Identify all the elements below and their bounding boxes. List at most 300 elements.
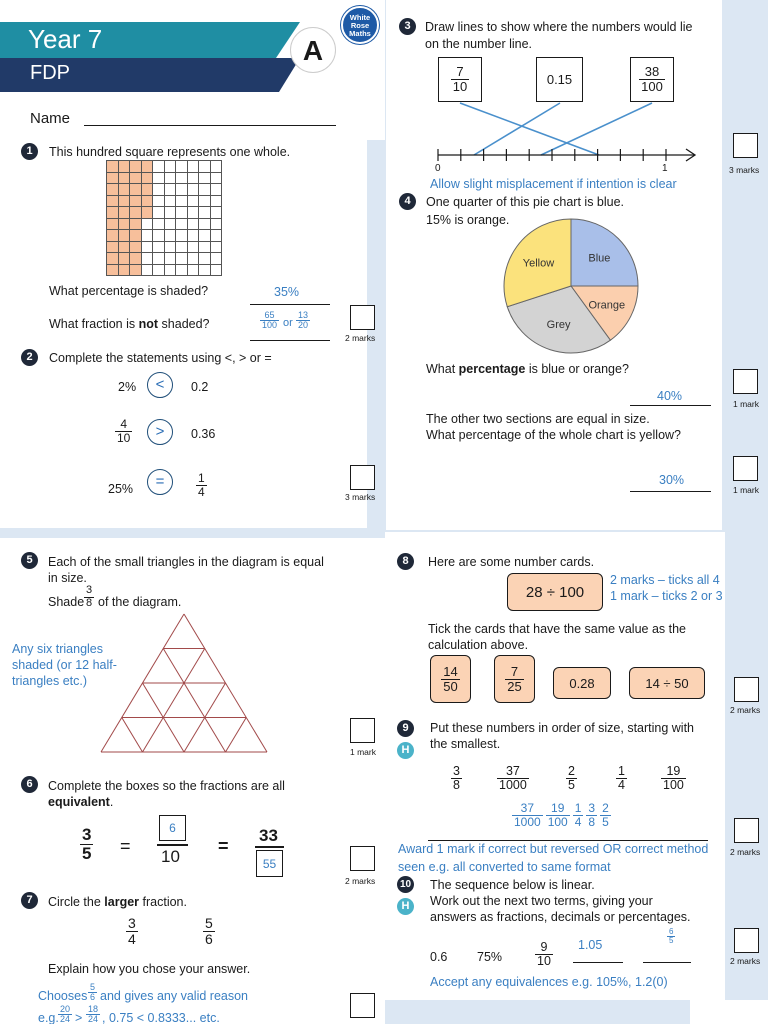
q3-card-3-frac — [639, 65, 665, 93]
q5-note-line1: Any six triangles — [12, 642, 104, 656]
hundred-square-cell — [153, 196, 165, 208]
q3-number: 3 — [399, 18, 416, 35]
q6-answer-box-denominator[interactable] — [256, 850, 283, 877]
q1-text: This hundred square represents one whole. — [49, 145, 291, 159]
q5-shade-post: of the diagram. — [98, 595, 182, 609]
hundred-square-cell — [153, 230, 165, 242]
q9-item-4-den: 4 — [618, 778, 625, 793]
q9-item-3 — [566, 765, 577, 792]
hundred-square-cell — [130, 161, 142, 173]
q7-answer-line1-frac — [88, 983, 97, 1003]
q8-number: 8 — [397, 553, 414, 570]
hundred-square-cell — [130, 253, 142, 265]
q10-term-3-den: 10 — [537, 954, 551, 969]
q3-answer-line-3 — [541, 103, 652, 155]
hundred-square-cell — [142, 219, 154, 231]
q1-fraction-question — [49, 317, 210, 331]
hundred-square-cell — [176, 161, 188, 173]
q2-row1-symbol[interactable]: < — [147, 372, 173, 398]
q1-fraction-question-pre: What fraction is — [49, 317, 139, 331]
hundred-square-cell — [176, 219, 188, 231]
hundred-square-cell — [107, 184, 119, 196]
hundred-square-cell — [119, 253, 131, 265]
hundred-square-cell — [142, 196, 154, 208]
hundred-square-cell — [188, 253, 200, 265]
q2-marks-label: 3 marks — [345, 492, 376, 502]
hundred-square-cell — [188, 265, 200, 277]
q7-mark-box[interactable] — [350, 993, 375, 1018]
q9-item-1-num: 3 — [453, 764, 460, 778]
hundred-square-cell — [199, 207, 211, 219]
hundred-square-cell — [130, 196, 142, 208]
q10-text-line1: The sequence below is linear. — [430, 878, 595, 892]
hundred-square-cell — [107, 196, 119, 208]
q9-answer-3-num: 1 — [574, 801, 582, 815]
q10-answer-1: 1.05 — [578, 938, 603, 952]
q1-percent-question: What percentage is shaded? — [49, 284, 209, 298]
hundred-square-cell — [107, 161, 119, 173]
topic-title: FDP — [30, 62, 70, 84]
hundred-square-cell — [199, 253, 211, 265]
q10-answer-2-num: 6 — [669, 927, 674, 936]
q9-answer-2 — [546, 802, 570, 828]
q10-answer-1-line[interactable] — [573, 962, 623, 963]
q8-main-card-value: 28 ÷ 100 — [525, 583, 585, 601]
hundred-square-cell — [107, 253, 119, 265]
hundred-square-cell — [188, 207, 200, 219]
q4-answer-2: 30% — [659, 473, 685, 487]
q6-fraction-2-den: 10 — [161, 847, 180, 866]
q6-answer-denominator: 55 — [262, 856, 277, 871]
q9-item-5 — [661, 765, 686, 792]
hundred-square-cell — [188, 196, 200, 208]
q10-term-2: 75% — [477, 950, 503, 964]
q2-row3-left: 25% — [108, 482, 134, 496]
q9-answer-4-num: 3 — [588, 801, 596, 815]
q4-text2-line2: What percentage of the whole chart is yellow? — [426, 428, 681, 442]
q4-answer-1: 40% — [657, 389, 683, 403]
q3-card-1-frac — [451, 65, 469, 93]
hundred-square-cell — [130, 173, 142, 185]
q9-item-5-num: 19 — [666, 764, 681, 778]
hundred-square-cell — [188, 219, 200, 231]
hundred-square-cell — [199, 196, 211, 208]
hundred-square-cell — [107, 219, 119, 231]
q10-text-line2: Work out the next two terms, giving your — [430, 894, 653, 908]
q7-fraction-1-den: 4 — [128, 930, 136, 947]
q1-percent-answer: 35% — [274, 285, 300, 299]
q6-text-line2 — [48, 795, 113, 809]
hundred-square-cell — [176, 173, 188, 185]
q7-answer-line2-frac2-num: 18 — [88, 1004, 99, 1014]
q1-marks-label: 2 marks — [345, 333, 376, 343]
q7-answer-line2-gt: > — [75, 1011, 83, 1024]
hundred-square-cell — [211, 230, 223, 242]
q6-mark-box[interactable] — [350, 846, 375, 871]
hundred-square-cell — [130, 242, 142, 254]
q10-answer-2-line[interactable] — [643, 962, 691, 963]
q7-text-bold: larger — [104, 895, 140, 909]
q9-answer-5 — [600, 802, 611, 828]
q10-term-3-num: 9 — [540, 940, 548, 954]
hundred-square-cell — [153, 173, 165, 185]
hundred-square-cell — [176, 242, 188, 254]
hundred-square-cell — [176, 253, 188, 265]
q8-marks-note-2: 1 mark – ticks 2 or 3 — [610, 589, 723, 603]
hundred-square-cell — [130, 230, 142, 242]
q7-fraction-2-den: 6 — [205, 930, 213, 947]
hundred-square-cell — [165, 196, 177, 208]
q2-number: 2 — [21, 349, 38, 366]
q8-marks-note-1: 2 marks – ticks all 4 — [610, 573, 720, 587]
hundred-square-cell — [153, 253, 165, 265]
q7-answer-line2-frac1 — [58, 1005, 72, 1024]
hundred-square-cell — [119, 161, 131, 173]
q10-answer-2-den: 5 — [669, 936, 674, 946]
hundred-square-cell — [153, 184, 165, 196]
q9-answer-1-den: 1000 — [514, 814, 541, 829]
q7-fraction-2-num: 5 — [205, 915, 213, 931]
q9-number: 9 — [397, 720, 414, 737]
q9-answer-1-num: 37 — [520, 801, 535, 815]
hundred-square-cell — [188, 161, 200, 173]
hundred-square-cell — [199, 265, 211, 277]
hundred-square-cell — [211, 196, 223, 208]
q9-award-line1: Award 1 mark if correct but reversed OR correct method — [398, 842, 709, 856]
hundred-square-cell — [165, 242, 177, 254]
q1-fraction-line[interactable] — [250, 340, 330, 341]
q4-text-line2: 15% is orange. — [426, 213, 510, 227]
hundred-square-cell — [107, 265, 119, 277]
hundred-square-cell — [211, 207, 223, 219]
set-letter-badge — [290, 27, 336, 73]
hundred-square-cell — [165, 219, 177, 231]
q7-fraction-1[interactable] — [126, 916, 138, 946]
q8-card-2[interactable] — [494, 655, 535, 703]
hundred-square-cell — [153, 207, 165, 219]
q4-percent-question — [426, 362, 629, 376]
q3-card-2-value: 0.15 — [546, 72, 573, 87]
q3-answer-line-2 — [474, 103, 560, 155]
q7-number: 7 — [21, 892, 38, 909]
q6-text-line1: Complete the boxes so the fractions are all — [48, 779, 285, 793]
q9-award-line2: seen e.g. all converted to same format — [398, 860, 611, 874]
q2-mark-box[interactable] — [350, 465, 375, 490]
q9-answer-1 — [512, 802, 543, 828]
hundred-square-cell — [199, 230, 211, 242]
hundred-square-cell — [165, 207, 177, 219]
hundred-square-cell — [130, 207, 142, 219]
q2-row3-right — [196, 472, 207, 498]
q9-item-3-den: 5 — [568, 778, 575, 793]
hundred-square-cell — [153, 219, 165, 231]
q10-term-1: 0.6 — [430, 950, 448, 964]
q8-card-2-num: 7 — [510, 663, 519, 679]
hundred-square-cell — [199, 184, 211, 196]
q7-answer-line1-post: and gives any valid reason — [100, 989, 249, 1003]
hundred-square-cell — [165, 161, 177, 173]
triangle-grid-line — [143, 649, 205, 753]
q9-answer-2-num: 19 — [551, 801, 565, 815]
triangle-grid-line — [163, 649, 225, 753]
q8-card-1[interactable] — [430, 655, 471, 703]
white-rose-maths-logo — [341, 6, 379, 44]
q6-text-bold: equivalent — [48, 795, 110, 809]
hundred-square-cell — [130, 184, 142, 196]
q8-card-3[interactable] — [553, 667, 611, 699]
q5-shade-frac — [84, 585, 94, 609]
q8-card-1-den: 50 — [443, 678, 458, 694]
q1-answer-frac-1 — [260, 311, 279, 331]
hundred-square-cell — [188, 173, 200, 185]
q9-answer-3 — [573, 802, 584, 828]
q9-marks-label: 2 marks — [730, 847, 761, 857]
q9-item-2-num: 37 — [505, 764, 520, 778]
set-letter: A — [302, 35, 324, 66]
q7-answer-line2-frac2 — [86, 1005, 100, 1024]
hundred-square-cell — [142, 265, 154, 277]
q3-card-3-num: 38 — [644, 64, 660, 80]
q8-card-2-den: 25 — [507, 678, 522, 694]
q2-row2-right: 0.36 — [191, 427, 216, 441]
q7-answer-line1-num: 5 — [90, 982, 96, 992]
q7-fraction-1-num: 3 — [128, 915, 136, 931]
q10-answer-2 — [667, 928, 675, 946]
q8-card-1-frac — [441, 665, 459, 693]
name-line[interactable] — [84, 125, 336, 126]
q3-card-1-num: 7 — [456, 64, 464, 80]
logo-line-3: Maths — [349, 29, 371, 38]
pie-label-blue: Blue — [588, 252, 611, 265]
q8-mark-box[interactable] — [734, 677, 759, 702]
hundred-square-cell — [199, 219, 211, 231]
q8-card-2-frac — [505, 665, 523, 693]
q1-answer-frac-1-den: 100 — [262, 320, 278, 331]
q9-mark-box[interactable] — [734, 818, 759, 843]
q6-equals-1: = — [120, 836, 131, 856]
hundred-square-cell — [199, 242, 211, 254]
hundred-square-cell — [165, 184, 177, 196]
q9-higher-badge: H — [397, 742, 414, 759]
q4-answer-2-line[interactable] — [630, 491, 711, 492]
q9-answer-2-den: 100 — [547, 814, 568, 829]
q6-fraction-1-num: 3 — [82, 825, 92, 844]
hundred-square-cell — [176, 230, 188, 242]
q6-fraction-3-bar — [255, 846, 284, 848]
hundred-square-cell — [176, 207, 188, 219]
triangle-grid-line — [122, 718, 143, 753]
q7-answer-line2-frac1-num: 20 — [60, 1004, 71, 1014]
q2-text: Complete the statements using <, > or = — [49, 351, 272, 365]
q3-marks-label: 3 marks — [729, 165, 760, 175]
q7-answer-line2-frac2-den: 24 — [88, 1014, 99, 1024]
q4-percent-question-bold: percentage — [458, 362, 526, 376]
q3-answer-lines — [460, 103, 652, 155]
hundred-square-cell — [211, 265, 223, 277]
hundred-square-cell — [211, 219, 223, 231]
q3-card-3-den: 100 — [641, 79, 663, 94]
hundred-square-cell — [153, 161, 165, 173]
hundred-square-cell — [211, 242, 223, 254]
hundred-square-cell — [130, 219, 142, 231]
hundred-square-cell — [142, 207, 154, 219]
q3-mark-box[interactable] — [733, 133, 758, 158]
hundred-square-cell — [119, 184, 131, 196]
q9-answer-5-den: 5 — [602, 814, 609, 829]
q4-mark-box-2[interactable] — [733, 456, 758, 481]
hundred-square-cell — [107, 207, 119, 219]
q10-number: 10 — [397, 876, 414, 893]
q8-card-3-value: 0.28 — [569, 675, 595, 691]
q3-text-line1: Draw lines to show where the numbers would lie — [425, 20, 693, 34]
hundred-square-cell — [188, 230, 200, 242]
q4-answer-1-line[interactable] — [630, 405, 711, 406]
bottom-right-panel — [690, 1000, 768, 1024]
q10-mark-box[interactable] — [734, 928, 759, 953]
q6-fraction-3-num: 33 — [259, 826, 278, 845]
q9-text-line2: the smallest. — [430, 737, 501, 751]
q5-mark-box[interactable] — [350, 718, 375, 743]
q9-answer — [512, 802, 611, 828]
q9-item-3-num: 2 — [568, 764, 575, 778]
q6-marks-label: 2 marks — [345, 876, 376, 886]
q3-card-1-den: 10 — [452, 79, 468, 94]
q4-text-line1: One quarter of this pie chart is blue. — [426, 195, 625, 209]
q9-answer-3-den: 4 — [574, 814, 582, 829]
q6-answer-box-numerator[interactable] — [159, 815, 186, 841]
q1-mark-box[interactable] — [350, 305, 375, 330]
q8-tick-line1: Tick the cards that have the same value as the — [428, 622, 687, 636]
q2-row2-left-num: 4 — [120, 417, 128, 431]
hundred-square-cell — [119, 207, 131, 219]
pie-label-grey: Grey — [546, 319, 571, 332]
hundred-square-cell — [199, 161, 211, 173]
q2-row3-right-den: 4 — [198, 484, 205, 499]
q8-marks-label: 2 marks — [730, 705, 761, 715]
q7-text — [48, 895, 187, 909]
q4-percent-question-post: is blue or orange? — [525, 362, 629, 376]
q8-card-4-value: 14 ÷ 50 — [645, 675, 689, 691]
hundred-square-cell — [211, 184, 223, 196]
hundred-square-cell — [165, 230, 177, 242]
hundred-square-cell — [119, 196, 131, 208]
hundred-square-cell — [211, 253, 223, 265]
q4-marks-label-1: 1 mark — [733, 399, 759, 409]
q3-text-line2: on the number line. — [425, 37, 533, 51]
q5-marks-label: 1 mark — [350, 747, 376, 757]
q8-main-card — [507, 573, 603, 611]
q6-equals-2: = — [218, 836, 229, 856]
q10-text-line3: answers as fractions, decimals or percentages. — [430, 910, 691, 924]
hundred-square-cell — [142, 173, 154, 185]
logo-line-1: White — [349, 13, 371, 22]
q2-row2-left-den: 10 — [117, 430, 131, 445]
year-title: Year 7 — [28, 24, 103, 54]
q2-row2-symbol[interactable]: > — [147, 419, 173, 445]
hundred-square-cell — [153, 265, 165, 277]
hundred-square-cell — [211, 161, 223, 173]
q7-explain: Explain how you chose your answer. — [48, 962, 251, 976]
q10-note: Accept any equivalences e.g. 105%, 1.2(0) — [430, 975, 668, 989]
hundred-square-cell — [119, 173, 131, 185]
q8-tick-line2: calculation above. — [428, 638, 529, 652]
hundred-square-cell — [165, 253, 177, 265]
hundred-square-cell — [188, 242, 200, 254]
q5-shade-pre: Shade — [48, 595, 85, 609]
hundred-square-cell — [119, 230, 131, 242]
q1-answer-frac-2 — [296, 311, 310, 331]
q4-mark-box-1[interactable] — [733, 369, 758, 394]
logo-line-2: Rose — [350, 21, 370, 30]
hundred-square-cell — [165, 265, 177, 277]
q2-row2-left — [115, 418, 132, 444]
pie-label-yellow: Yellow — [522, 257, 555, 270]
q6-answer-numerator: 6 — [169, 821, 176, 835]
hundred-square-cell — [176, 184, 188, 196]
q10-marks-label: 2 marks — [730, 956, 761, 966]
hundred-square — [106, 160, 222, 276]
q2-row1-left: 2% — [118, 380, 137, 394]
hundred-square-cell — [119, 265, 131, 277]
q2-row1-right: 0.2 — [191, 380, 209, 394]
hundred-square-cell — [130, 265, 142, 277]
q1-fraction-question-post: shaded? — [158, 317, 210, 331]
q7-answer-line2-pre: e.g. — [38, 1011, 59, 1024]
q5-text-line1: Each of the small triangles in the diagram is equal — [48, 555, 324, 569]
q4-percent-question-pre: What — [426, 362, 459, 376]
q5-note-line2: shaded (or 12 half- — [12, 658, 117, 672]
q4-number: 4 — [399, 193, 416, 210]
q1-fraction-question-bold: not — [138, 317, 159, 331]
q7-text-pre: Circle the — [48, 895, 105, 909]
hundred-square-cell — [142, 161, 154, 173]
q9-answer-5-num: 2 — [602, 801, 609, 815]
q9-answer-4-den: 8 — [588, 814, 596, 829]
q5-shade-num: 3 — [86, 584, 93, 596]
q1-answer-frac-1-num: 65 — [264, 310, 275, 320]
q9-answer-4 — [586, 802, 597, 828]
q1-percent-line[interactable] — [250, 304, 330, 305]
q9-answer-line[interactable] — [428, 840, 708, 841]
hundred-square-cell — [199, 173, 211, 185]
q9-item-1 — [451, 765, 462, 792]
q2-row3-right-num: 1 — [198, 471, 205, 485]
q8-text: Here are some number cards. — [428, 555, 595, 569]
hundred-square-cell — [188, 184, 200, 196]
q8-card-4[interactable] — [629, 667, 705, 699]
q2-row3-symbol[interactable]: = — [147, 469, 173, 495]
hundred-square-cell — [119, 242, 131, 254]
q7-answer-line1-pre: Chooses — [38, 989, 88, 1003]
q7-text-post: fraction. — [139, 895, 187, 909]
q1-answer-or: or — [283, 317, 293, 329]
q7-answer-line2-post: , 0.75 < 0.8333... etc. — [102, 1011, 220, 1024]
q5-note-line3: triangles etc.) — [12, 674, 88, 688]
q9-item-2 — [497, 765, 529, 792]
q7-fraction-2[interactable] — [203, 916, 215, 946]
q9-text-line1: Put these numbers in order of size, starting with — [430, 721, 695, 735]
q9-item-1-den: 8 — [453, 778, 460, 793]
q6-text-post: . — [109, 795, 114, 809]
hundred-square-cell — [107, 173, 119, 185]
q10-term-3 — [535, 941, 553, 968]
q7-answer-line2-frac1-den: 24 — [60, 1014, 71, 1024]
q1-answer-frac-2-num: 13 — [298, 310, 309, 320]
hundred-square-cell — [142, 242, 154, 254]
hundred-square-cell — [153, 242, 165, 254]
q9-item-2-den: 1000 — [499, 778, 527, 793]
hundred-square-cell — [142, 230, 154, 242]
